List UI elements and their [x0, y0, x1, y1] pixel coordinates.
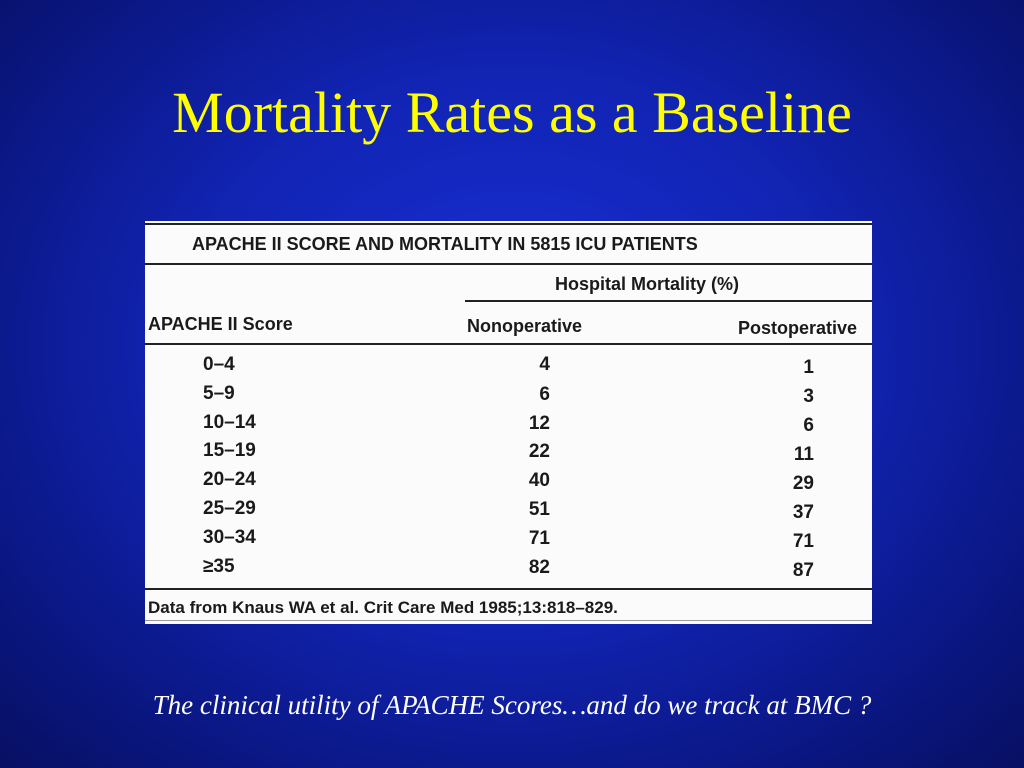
postoperative-cell: 11 [793, 444, 814, 465]
score-cell: 20–24 [203, 469, 256, 490]
postoperative-cell: 6 [803, 415, 814, 436]
score-cell: 30–34 [203, 527, 256, 548]
table-bottom-rule [145, 620, 872, 621]
header-rule [145, 343, 872, 345]
table-source-note: Data from Knaus WA et al. Crit Care Med 1985;13:818–829. [148, 598, 618, 617]
column-header-apache-score: APACHE II Score [148, 314, 293, 334]
caption-rule [145, 263, 872, 265]
slide-title: Mortality Rates as a Baseline [172, 80, 852, 145]
table-top-rule [145, 223, 872, 225]
score-cell: 10–14 [203, 412, 256, 433]
column-header-postoperative: Postoperative [738, 318, 858, 338]
nonoperative-cell: 4 [539, 354, 550, 375]
postoperative-cell: 3 [803, 386, 814, 407]
score-cell: ≥35 [203, 556, 235, 577]
postoperative-cell: 87 [792, 560, 814, 581]
table-caption: APACHE II SCORE AND MORTALITY IN 5815 ICU PATIENTS [192, 234, 698, 254]
postoperative-cell: 29 [792, 473, 814, 494]
footer-rule [145, 588, 872, 590]
nonoperative-cell: 51 [528, 499, 550, 520]
nonoperative-cell: 6 [539, 384, 550, 405]
score-cell: 15–19 [203, 440, 256, 461]
postoperative-cell: 37 [792, 502, 814, 523]
score-cell: 0–4 [203, 354, 235, 375]
slide-footer: The clinical utility of APACHE Scores…and do we track at BMC ? [152, 690, 872, 720]
group-header-rule [465, 300, 872, 302]
nonoperative-cell: 12 [528, 413, 550, 434]
nonoperative-cell: 71 [528, 528, 550, 549]
postoperative-cell: 1 [803, 357, 814, 378]
postoperative-cell: 71 [792, 531, 814, 552]
score-cell: 5–9 [203, 383, 235, 404]
nonoperative-cell: 22 [528, 441, 550, 462]
column-header-nonoperative: Nonoperative [467, 316, 583, 336]
nonoperative-cell: 82 [528, 557, 550, 578]
hospital-mortality-header: Hospital Mortality (%) [555, 274, 740, 294]
score-cell: 25–29 [203, 498, 256, 519]
nonoperative-cell: 40 [528, 470, 550, 491]
apache-mortality-table [145, 221, 872, 624]
